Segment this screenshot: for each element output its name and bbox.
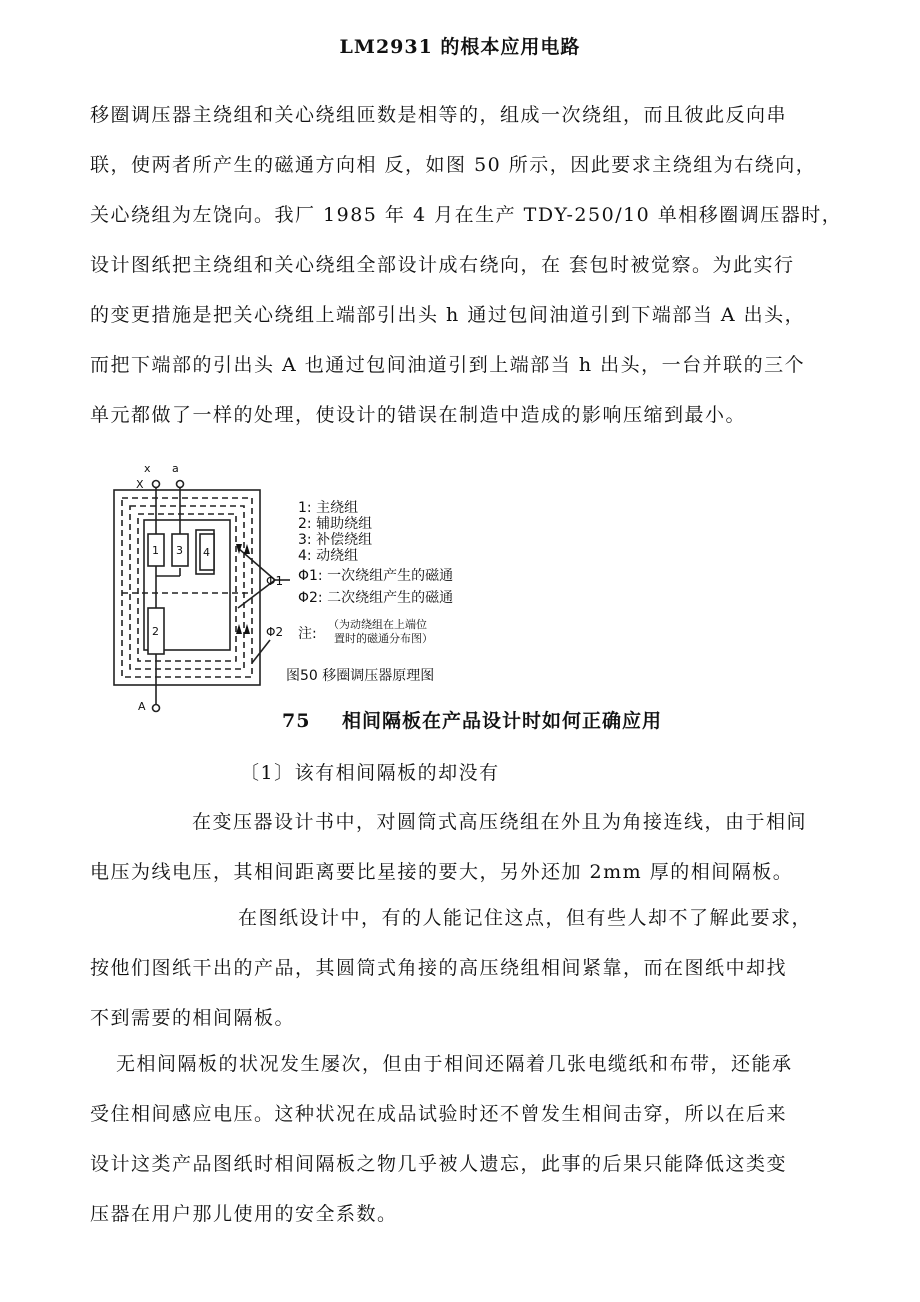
section-number: 75	[282, 710, 311, 732]
terminal-A-label: A	[138, 700, 146, 713]
paragraph-line: 的变更措施是把关心绕组上端部引出头 h 通过包间油道引到下端部当 A 出头，	[90, 304, 806, 326]
legend-item: 3: 补偿绕组	[298, 532, 373, 548]
page-title: LM2931 的根本应用电路	[339, 36, 581, 58]
paragraph-line: 在变压器设计书中，对圆筒式高压绕组在外且为角接连线，由于相间	[192, 811, 808, 833]
paragraph-line: 按他们图纸干出的产品，其圆筒式角接的高压绕组相间紧靠，而在图纸中却找	[90, 957, 788, 979]
intro-paragraph	[90, 90, 890, 440]
phi2-label: Φ2	[266, 625, 284, 639]
paragraph-line: 压器在用户那儿使用的安全系数。	[90, 1203, 398, 1225]
coil-2-label: 2	[152, 625, 159, 638]
legend-item: 1: 主绕组	[298, 500, 359, 516]
paragraph-line: 不到需要的相间隔板。	[90, 1007, 296, 1029]
paragraph-line: 设计图纸把主绕组和关心绕组全部设计成右绕向，在 套包时被觉察。为此实行	[90, 254, 795, 276]
legend-item: 2: 辅助绕组	[298, 516, 373, 532]
paragraph-line: 无相间隔板的状况发生屡次，但由于相间还隔着几张电缆纸和布带，还能承	[116, 1053, 793, 1075]
paragraph-line: 移圈调压器主绕组和关心绕组匝数是相等的，组成一次绕组，而且彼此反向串	[90, 104, 788, 126]
note-line: （为动绕组在上端位	[328, 618, 427, 631]
paragraph-line: 联，使两者所产生的磁通方向相 反，如图 50 所示，因此要求主绕组为右绕向，	[90, 154, 817, 176]
flux-loop-middle	[130, 506, 244, 669]
note-label: 注:	[298, 626, 317, 642]
paragraph-3	[90, 893, 890, 1043]
paragraph-line: 关心绕组为左饶向。我厂 1985 年 4 月在生产 TDY-250/10 单相移圈调压器时，	[90, 204, 843, 226]
paragraph-line: 在图纸设计中，有的人能记住这点，但有些人却不了解此要求，	[238, 907, 813, 929]
figure-50-diagram	[110, 458, 510, 718]
terminal-x-label: x	[144, 462, 151, 475]
paragraph-line: 受住相间感应电压。这种状况在成品试验时还不曾发生相间击穿，所以在后来	[90, 1103, 788, 1125]
subsection-heading: 〔1〕该有相间隔板的却没有	[240, 762, 500, 784]
legend-item: Φ1: 一次绕组产生的磁通	[298, 568, 454, 584]
legend-item: 4: 动绕组	[298, 548, 359, 564]
terminal-A	[153, 705, 160, 712]
paragraph-2	[90, 797, 890, 897]
paragraph-4	[90, 1039, 890, 1239]
flux-arrow-up	[244, 624, 250, 634]
terminal-a-label: a	[172, 462, 179, 475]
coil-1-label: 1	[152, 544, 159, 557]
phi1-label: Φ1	[266, 574, 284, 588]
paragraph-line: 单元都做了一样的处理，使设计的错误在制造中造成的影响压缩到最小。	[90, 404, 747, 426]
paragraph-line: 电压为线电压，其相间距离要比星接的要大，另外还加 2mm 厚的相间隔板。	[90, 861, 794, 883]
note-line: 置时的磁通分布图）	[334, 632, 433, 645]
flux-arrow-down	[236, 544, 242, 554]
coil-3-label: 3	[176, 544, 183, 557]
flux-arrow-up	[236, 624, 242, 634]
section-heading	[282, 706, 662, 733]
transformer-schematic	[110, 458, 510, 718]
phi2-pointer	[252, 640, 270, 663]
terminal-a	[177, 481, 184, 488]
legend-item: Φ2: 二次绕组产生的磁通	[298, 590, 454, 606]
coil-4-label: 4	[203, 546, 210, 559]
paragraph-line: 设计这类产品图纸时相间隔板之物几乎被人遗忘，此事的后果只能降低这类变	[90, 1153, 788, 1175]
section-title: 相间隔板在产品设计时如何正确应用	[342, 710, 663, 732]
terminal-X-label: X	[136, 478, 144, 491]
terminal-x	[153, 481, 160, 488]
paragraph-line: 而把下端部的引出头 A 也通过包间油道引到上端部当 h 出头，一台并联的三个	[90, 354, 806, 376]
figure-caption: 图50 移圈调压器原理图	[286, 668, 435, 684]
flux-arrow-up	[244, 544, 250, 554]
